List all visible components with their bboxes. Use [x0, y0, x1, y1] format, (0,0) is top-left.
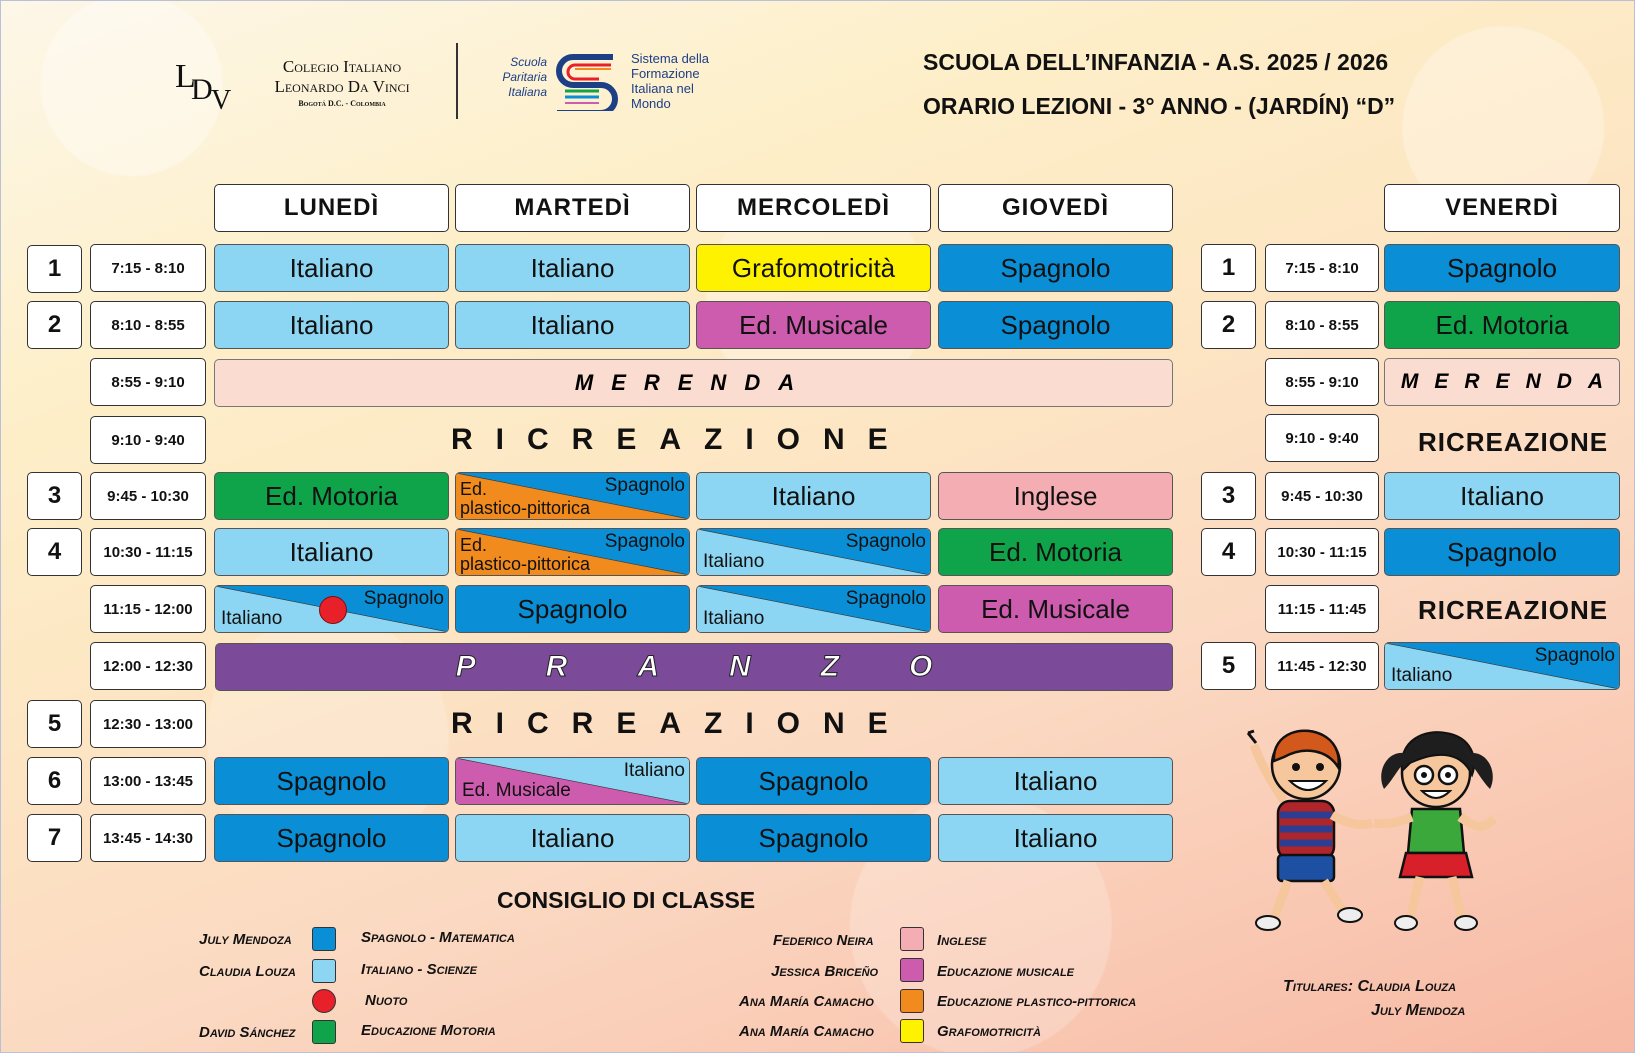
period-time: 13:45 - 14:30	[90, 814, 206, 862]
page-title: SCUOLA DELL’INFANZIA - A.S. 2025 / 2026	[923, 49, 1389, 75]
lesson-cell: Spagnolo	[938, 244, 1173, 292]
friday-period-number: 4	[1201, 528, 1256, 576]
day-header-friday: VENERDÌ	[1384, 184, 1620, 232]
split-label-bottom	[460, 480, 590, 518]
lesson-cell: Ed. Musicale	[938, 585, 1173, 633]
friday-period-time: 10:30 - 11:15	[1265, 528, 1379, 576]
split-label-bottom: Italiano	[703, 608, 765, 629]
pranzo-label: PRANZO	[455, 650, 1003, 683]
period-time: 12:30 - 13:00	[90, 700, 206, 748]
lesson-cell: Spagnolo	[214, 757, 449, 805]
legend-swatch-plastico	[900, 989, 924, 1013]
boy-figure	[1248, 731, 1372, 930]
friday-ricreazione-label: RICREAZIONE	[1418, 595, 1609, 625]
legend-person: July Mendoza	[199, 931, 292, 948]
legend-title: CONSIGLIO DI CLASSE	[497, 887, 756, 913]
period-number: 5	[27, 700, 82, 748]
friday-period-time: 8:55 - 9:10	[1265, 358, 1379, 406]
school-name-line2: Leonardo Da Vinci	[274, 77, 410, 96]
lesson-cell: Spagnolo	[696, 757, 931, 805]
nuoto-dot-icon	[319, 596, 347, 624]
friday-lesson-cell-split	[1384, 642, 1620, 690]
friday-period-time: 11:15 - 11:45	[1265, 585, 1379, 633]
friday-period-number: 5	[1201, 642, 1256, 690]
friday-period-time: 9:45 - 10:30	[1265, 472, 1379, 520]
friday-period-number: 1	[1201, 244, 1256, 292]
split-label-bottom: Ed. Musicale	[462, 780, 571, 801]
legend-subject: Educazione plastico-pittorica	[937, 993, 1137, 1010]
day-header-tuesday: MARTEDÌ	[455, 184, 690, 232]
lesson-cell-split	[455, 757, 690, 805]
legend-subject: Grafomotricità	[937, 1023, 1041, 1040]
legend-swatch-inglese	[900, 927, 924, 951]
period-time: 9:10 - 9:40	[90, 416, 206, 464]
legend-person: Jessica Briceño	[771, 963, 879, 980]
period-time: 8:10 - 8:55	[90, 301, 206, 349]
friday-period-time: 7:15 - 8:10	[1265, 244, 1379, 292]
ricreazione-label: RICREAZIONE	[451, 707, 911, 740]
plastico-line2: plastico-pittorica	[460, 498, 591, 518]
school-city: Bogotá D.C. - Colombia	[298, 99, 386, 108]
lesson-cell: Italiano	[455, 301, 690, 349]
lesson-cell: Italiano	[214, 244, 449, 292]
period-time: 7:15 - 8:10	[90, 244, 206, 292]
girl-figure	[1374, 732, 1494, 930]
split-label-top: Spagnolo	[604, 531, 685, 552]
lesson-cell: Italiano	[938, 814, 1173, 862]
school-name-line1: Colegio Italiano	[282, 57, 402, 76]
legend-subject: Educazione Motoria	[361, 1022, 496, 1039]
period-time: 8:55 - 9:10	[90, 358, 206, 406]
partner-right-line: Italiana nel	[631, 81, 694, 96]
lesson-cell: Ed. Motoria	[938, 528, 1173, 576]
legend-person: Claudia Louza	[199, 963, 296, 980]
period-number: 4	[27, 528, 82, 576]
split-label-top: Spagnolo	[363, 588, 444, 609]
friday-lesson-cell: Ed. Motoria	[1384, 301, 1620, 349]
lesson-cell: Grafomotricità	[696, 244, 931, 292]
friday-period-time: 8:10 - 8:55	[1265, 301, 1379, 349]
svg-text:D: D	[191, 73, 213, 106]
friday-lesson-cell: Spagnolo	[1384, 244, 1620, 292]
friday-period-time: 11:45 - 12:30	[1265, 642, 1379, 690]
period-number: 3	[27, 472, 82, 520]
children-illustration	[1226, 723, 1546, 963]
legend-swatch-musicale	[900, 958, 924, 982]
merenda-band: MERENDA	[214, 359, 1173, 407]
partner-right-line: Mondo	[631, 96, 671, 111]
school-logo	[173, 51, 243, 111]
partner-logo-right-text	[631, 51, 709, 111]
partner-left-line: Scuola	[510, 55, 547, 69]
period-time: 9:45 - 10:30	[90, 472, 206, 520]
legend-subject: Italiano - Scienze	[361, 961, 477, 978]
legend-swatch-grafo	[900, 1019, 924, 1043]
lesson-cell: Spagnolo	[938, 301, 1173, 349]
lesson-cell-split	[455, 528, 690, 576]
day-header-monday: LUNEDÌ	[214, 184, 449, 232]
partner-right-line: Formazione	[631, 66, 700, 81]
partner-left-line: Paritaria	[502, 70, 547, 84]
split-label-bottom: Italiano	[221, 608, 283, 629]
period-number: 7	[27, 814, 82, 862]
lesson-cell: Inglese	[938, 472, 1173, 520]
lesson-cell-split	[696, 528, 931, 576]
period-time: 11:15 - 12:00	[90, 585, 206, 633]
friday-ricreazione-label: RICREAZIONE	[1418, 427, 1609, 457]
period-number: 2	[27, 301, 82, 349]
period-time: 13:00 - 13:45	[90, 757, 206, 805]
partner-right-line: Sistema della	[631, 51, 710, 66]
split-label-top: Spagnolo	[845, 588, 926, 609]
plastico-line1: Ed.	[460, 479, 488, 499]
titulares-line1: Titulares: Claudia Louza	[1283, 978, 1457, 995]
lesson-cell: Spagnolo	[214, 814, 449, 862]
lesson-cell: Ed. Motoria	[214, 472, 449, 520]
friday-merenda-label: MERENDA	[1400, 370, 1620, 393]
friday-lesson-cell: Spagnolo	[1384, 528, 1620, 576]
day-header-thursday: GIOVEDÌ	[938, 184, 1173, 232]
legend-swatch-motoria	[312, 1020, 336, 1044]
friday-lesson-cell: Italiano	[1384, 472, 1620, 520]
lesson-cell-split	[696, 585, 931, 633]
lesson-cell: Italiano	[696, 472, 931, 520]
day-header-wednesday: MERCOLEDÌ	[696, 184, 931, 232]
pranzo-band	[215, 643, 1173, 691]
friday-period-time: 9:10 - 9:40	[1265, 414, 1379, 462]
period-time: 12:00 - 12:30	[90, 642, 206, 690]
lesson-cell: Italiano	[214, 301, 449, 349]
svg-text:V: V	[211, 85, 232, 111]
svg-text:L: L	[175, 58, 196, 95]
split-label-top: Spagnolo	[604, 475, 685, 496]
legend-subject: Educazione musicale	[937, 963, 1075, 980]
split-label-bottom: Italiano	[703, 551, 765, 572]
period-time: 10:30 - 11:15	[90, 528, 206, 576]
ricreazione-label: RICREAZIONE	[451, 423, 911, 456]
legend-subject: Spagnolo - Matematica	[361, 929, 515, 946]
lesson-cell: Italiano	[455, 814, 690, 862]
split-label-top: Italiano	[623, 760, 685, 781]
split-label-top: Spagnolo	[1534, 645, 1615, 666]
legend-swatch-italiano	[312, 959, 336, 983]
legend-person: Ana María Camacho	[739, 993, 874, 1010]
partner-left-line: Italiana	[508, 85, 547, 99]
school-name	[257, 57, 427, 108]
lesson-cell: Spagnolo	[455, 585, 690, 633]
logo-divider	[456, 43, 458, 119]
legend-subject: Inglese	[937, 932, 987, 949]
lesson-cell: Italiano	[214, 528, 449, 576]
legend-person: Ana María Camacho	[739, 1023, 874, 1040]
period-number: 1	[27, 245, 82, 293]
lesson-cell-split	[455, 472, 690, 520]
page-subtitle: ORARIO LEZIONI - 3° ANNO - (JARDÍN) “D”	[923, 93, 1396, 119]
lesson-cell: Ed. Musicale	[696, 301, 931, 349]
friday-period-number: 3	[1201, 472, 1256, 520]
period-number: 6	[27, 757, 82, 805]
lesson-cell: Italiano	[938, 757, 1173, 805]
plastico-line1: Ed.	[460, 535, 488, 555]
split-label-top: Spagnolo	[845, 531, 926, 552]
plastico-line2: plastico-pittorica	[460, 554, 591, 574]
partner-logo-icon	[551, 49, 623, 111]
titulares-line2: July Mendoza	[1371, 1002, 1466, 1019]
legend-swatch-nuoto	[312, 989, 336, 1013]
legend-person: David Sánchez	[199, 1024, 296, 1041]
legend-person: Federico Neira	[773, 932, 874, 949]
split-label-bottom: Italiano	[1391, 665, 1453, 686]
lesson-cell: Spagnolo	[696, 814, 931, 862]
partner-logo-left-text	[487, 55, 547, 100]
lesson-cell: Italiano	[455, 244, 690, 292]
split-label-bottom	[460, 536, 590, 574]
lesson-cell-split	[214, 585, 449, 633]
legend-swatch-spagnolo	[312, 927, 336, 951]
legend-subject: Nuoto	[365, 992, 408, 1009]
friday-merenda-band	[1384, 358, 1620, 406]
friday-period-number: 2	[1201, 301, 1256, 349]
